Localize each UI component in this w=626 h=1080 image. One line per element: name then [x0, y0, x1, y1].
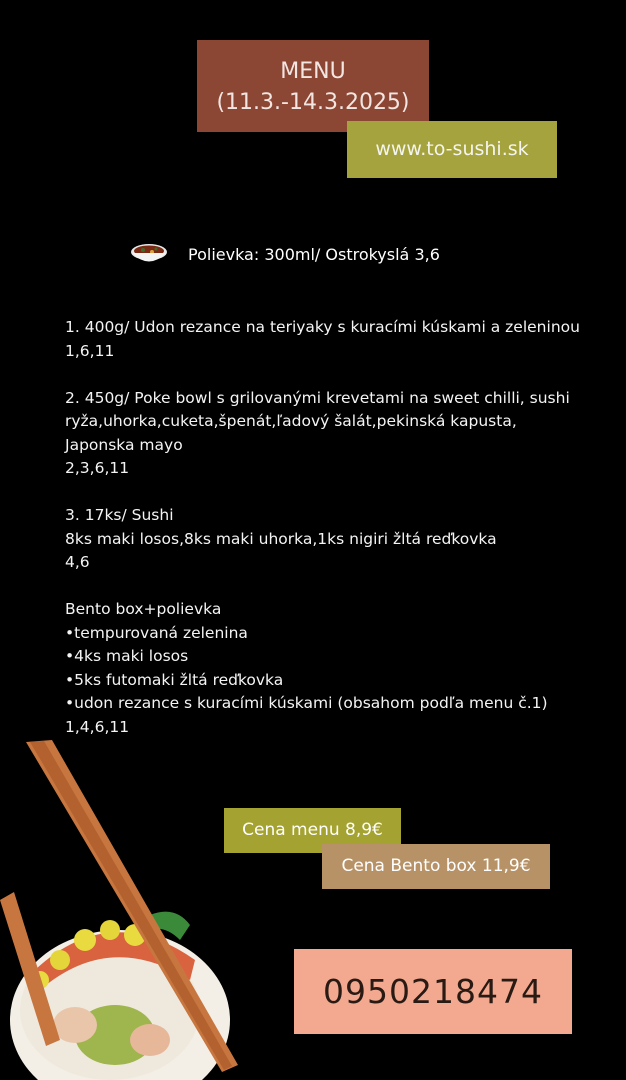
website-link[interactable]: www.to-sushi.sk — [347, 121, 557, 178]
soup-bowl-icon — [130, 240, 168, 268]
item2-allergens: 2,3,6,11 — [65, 459, 130, 477]
item2-text-line2: ryža,uhorka,cuketa,špenát,ľadový šalát,pekinská kapusta, — [65, 412, 517, 430]
item1-allergens: 1,6,11 — [65, 341, 115, 360]
sushi-chopsticks-image — [0, 740, 280, 1080]
item2-text-line1: 2. 450g/ Poke bowl s grilovanými krevetami na sweet chilli, sushi — [65, 388, 570, 407]
bento-title: Bento box+polievka — [65, 600, 222, 618]
item2-text-line3: Japonska mayo — [65, 435, 183, 454]
menu-title: MENU — [280, 59, 346, 84]
menu-title-box — [197, 40, 429, 132]
soup-line — [130, 240, 440, 268]
menu-price-badge: Cena menu 8,9€ — [224, 808, 401, 853]
phone-number[interactable]: 0950218474 — [294, 949, 572, 1034]
item3-text-line2: 8ks maki losos,8ks maki uhorka,1ks nigiri žltá reďkovka — [65, 529, 497, 548]
bento-price-badge: Cena Bento box 11,9€ — [322, 844, 550, 889]
bento-item: •4ks maki losos — [65, 647, 189, 665]
menu-dates: (11.3.-14.3.2025) — [216, 90, 410, 115]
item1-text: 1. 400g/ Udon rezance na teriyaky s kuracími kúskami a zeleninou — [65, 318, 580, 336]
soup-label: Polievka: 300ml/ Ostrokyslá 3,6 — [188, 244, 440, 264]
item3-allergens: 4,6 — [65, 553, 90, 571]
bento-allergens: 1,4,6,11 — [65, 717, 130, 736]
bento-item: •udon rezance s kuracími kúskami (obsahom podľa menu č.1) — [65, 694, 548, 712]
item3-text-line1: 3. 17ks/ Sushi — [65, 506, 174, 524]
menu-list — [65, 316, 605, 739]
bento-item: •5ks futomaki žltá reďkovka — [65, 670, 284, 689]
bento-item: •tempurovaná zelenina — [65, 623, 248, 642]
